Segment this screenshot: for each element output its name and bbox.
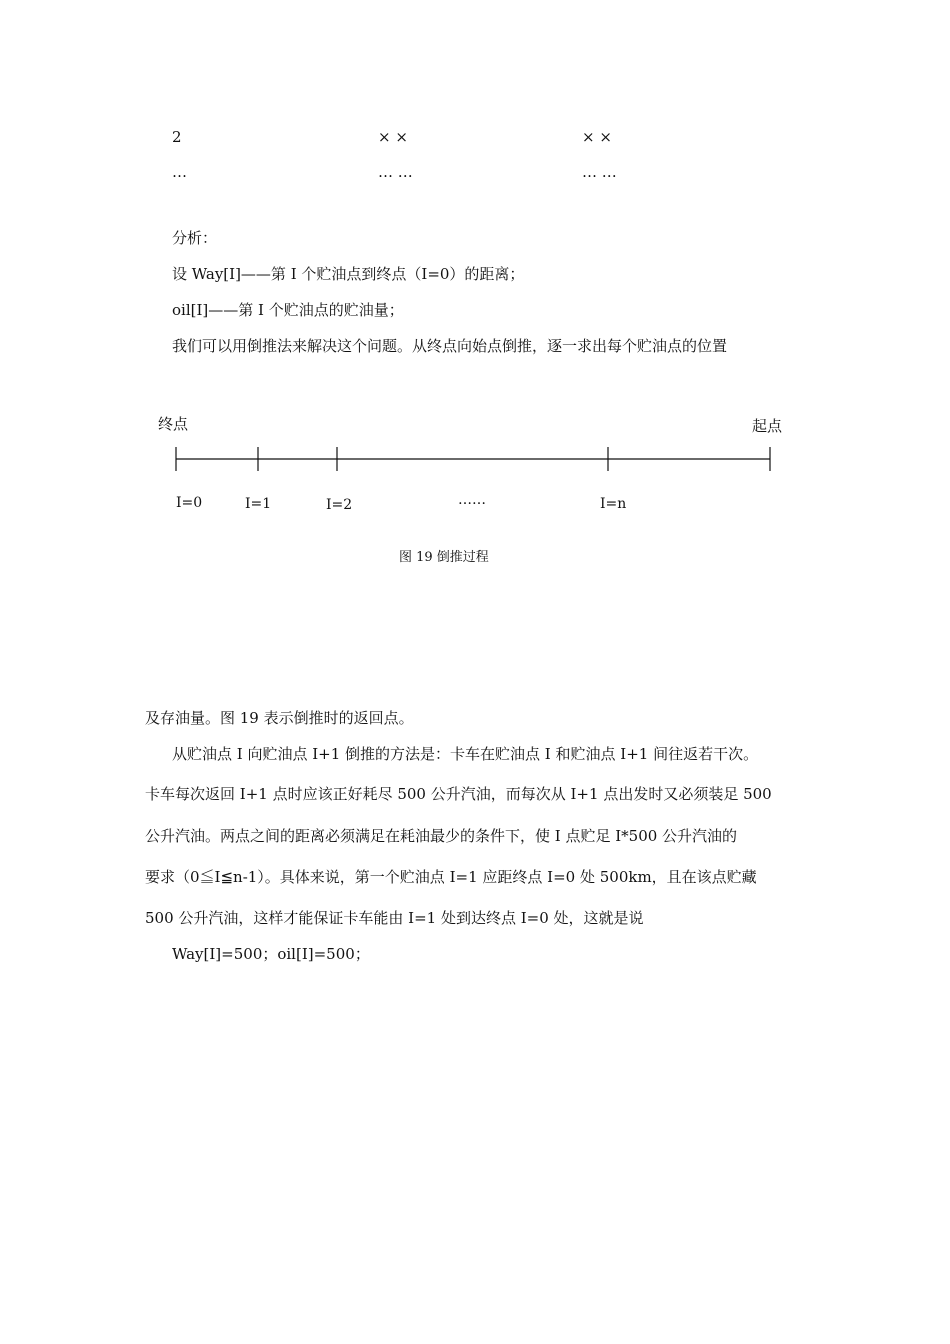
- point-label: I=2: [326, 497, 353, 513]
- analysis-line: 我们可以用倒推法来解决这个问题。从终点向始点倒推，逐一求出每个贮油点的位置: [172, 337, 728, 355]
- table-cell: × ×: [378, 128, 408, 146]
- body-line: 公升汽油。两点之间的距离必须满足在耗油最少的条件下，使 I 点贮足 I*500 公升汽油的: [145, 827, 738, 845]
- body-line: 要求（0≦I≦n-1）。具体来说，第一个贮油点 I=1 应距终点 I=0 处 500km，且在该点贮藏: [145, 868, 757, 886]
- analysis-line: 设 Way[I]——第 I 个贮油点到终点（I=0）的距离；: [172, 265, 525, 283]
- body-line: 及存油量。图 19 表示倒推时的返回点。: [145, 709, 414, 727]
- table-cell: × ×: [582, 128, 612, 146]
- body-line: 500 公升汽油，这样才能保证卡车能由 I=1 处到达终点 I=0 处，这就是说: [145, 909, 644, 927]
- point-label: I=n: [600, 496, 627, 512]
- point-label: I=0: [176, 495, 203, 511]
- point-label: I=1: [245, 496, 272, 512]
- table-cell: … …: [378, 163, 413, 181]
- table-cell: 2: [172, 128, 182, 146]
- body-line: Way[I]=500；oil[I]=500；: [172, 945, 370, 963]
- table-cell: …: [172, 163, 187, 181]
- diagram-start-label: 起点: [752, 417, 783, 435]
- analysis-heading: 分析：: [172, 229, 218, 247]
- table-cell: … …: [582, 163, 617, 181]
- diagram-end-label: 终点: [158, 415, 189, 433]
- analysis-line: oil[I]——第 I 个贮油点的贮油量；: [172, 301, 404, 319]
- figure-caption: 图 19 倒推过程: [399, 550, 489, 565]
- point-label: ……: [458, 492, 486, 508]
- body-line: 卡车每次返回 I+1 点时应该正好耗尽 500 公升汽油，而每次从 I+1 点出发时又必须装足 500: [145, 785, 772, 803]
- body-line: 从贮油点 I 向贮油点 I+1 倒推的方法是：卡车在贮油点 I 和贮油点 I+1 间往返若干次。: [172, 745, 759, 763]
